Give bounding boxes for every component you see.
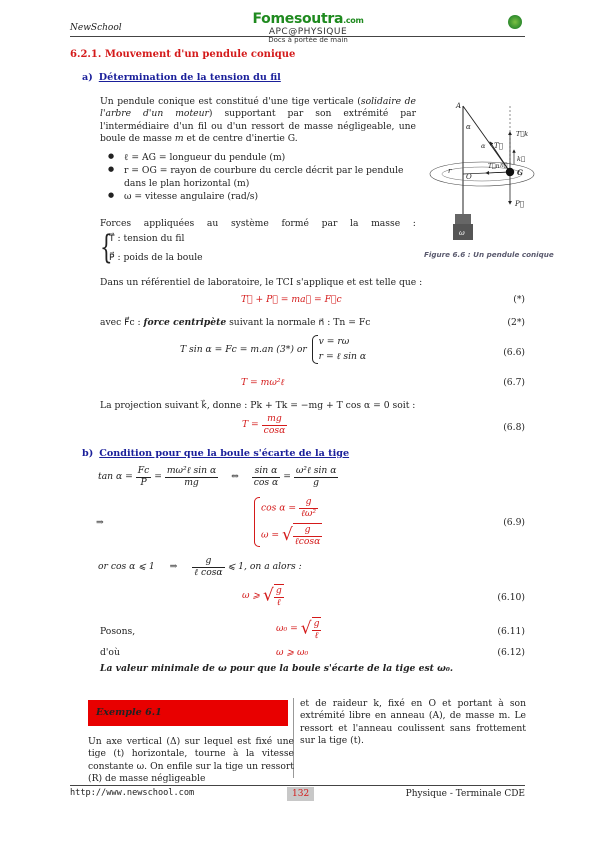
or-b: ⩽ 1, on a alors : <box>227 560 302 572</box>
eq69-row1 <box>261 497 322 519</box>
eq68-fraction <box>262 414 288 436</box>
eq611-n: g <box>313 618 320 629</box>
equation-6-12-number: (6.12) <box>497 647 525 658</box>
forces-word: : <box>412 218 416 229</box>
tan-lhs: tan α = <box>98 470 133 482</box>
equation-6-7-number: (6.7) <box>503 377 525 388</box>
intro-text-3: et de centre d'inertie G. <box>183 133 298 145</box>
intro-text-1: Un pendule conique est constitué d'une tige verticale ( <box>100 96 361 107</box>
forces-word: la <box>350 218 359 229</box>
eq66-row1: v = rω <box>318 336 350 347</box>
or-d: ℓ cosα <box>194 566 223 578</box>
or-frac <box>192 556 224 578</box>
or-a: or cos α ⩽ 1 <box>98 560 155 572</box>
tan-f4n: ω²ℓ sin α <box>295 465 337 476</box>
eq69-r2-n: g <box>293 525 322 537</box>
label-r: r <box>448 167 452 175</box>
intro-mass-symbol: m <box>174 133 184 145</box>
eq69-r2-lhs: ω = <box>261 529 280 541</box>
eq66-system <box>310 335 366 364</box>
tci-text: Dans un référentiel de laboratoire, le TCI s'applique et est telle que : <box>100 277 423 288</box>
tan-f4d: g <box>313 476 320 488</box>
example-right-text: et de raideur k, fixé en O et portant à son extrémité libre en anneau (A), de masse m. Le ressort et l'anneau coulissent sans frottement sur la tige (t). <box>300 698 526 747</box>
eq611-sqrt: √ $\frac{g}{\text{ℓ}}$ <box>300 618 320 641</box>
intro-text-2: ) supportant par son extrémité par l'intermédiaire d'un fil ou d'un ressort de masse négligeable, une boule de masse <box>100 108 416 145</box>
section-number: 6.2.1. <box>70 49 102 60</box>
equation-6-6 <box>180 335 366 364</box>
logo-sub-text: APC@PHYSIQUE <box>268 26 348 37</box>
subsection-a-label: a) <box>82 72 93 83</box>
label-Tk: T⃗k <box>516 130 529 138</box>
tan-frac-4 <box>294 466 339 488</box>
label-alpha-2: α <box>481 142 486 150</box>
brace-icon: { <box>100 227 113 266</box>
equation-6-11-number: (6.11) <box>497 626 525 637</box>
tan-frac-3 <box>252 466 281 488</box>
eq610-d: ℓ <box>276 596 281 608</box>
label-omega-motor: ω <box>459 229 465 237</box>
equation-star-number: (*) <box>513 294 525 305</box>
centripetal-bold: force centripète <box>143 317 227 328</box>
tan-f3n: sin α <box>252 466 281 478</box>
list-item: ● r = OG = rayon de courbure du cercle décrit par le pendule dans le plan horizontal (m) <box>100 165 416 190</box>
equation-star: T⃗ + P⃗ = ma⃗ = F⃗c <box>241 294 342 305</box>
centripetal-post: suivant la normale n⃗ : Tn = Fc <box>226 317 371 328</box>
or-cos-line <box>98 556 302 578</box>
page-number: 132 <box>287 787 314 801</box>
intro-paragraph <box>100 96 416 146</box>
eq68-num: mg <box>262 414 288 426</box>
equation-6-12: ω ⩾ ω₀ <box>276 647 309 658</box>
label-alpha-1: α <box>466 123 471 131</box>
eq69-r1-frac <box>299 497 318 519</box>
eq610-sqrt: √ $\frac{g}{\text{ℓ}}$ <box>263 585 282 608</box>
tan-f1n: Fc <box>137 465 150 476</box>
section-title-text: Mouvement d'un pendule conique <box>104 49 296 60</box>
eq68-den: cosα <box>263 424 286 436</box>
example-left-text: Un axe vertical (Δ) sur lequel est fixé une tige (t) horizontale, tourne à la vitesse constante ω. On enfile sur la tige un ressort (R) de masse négligeable <box>88 736 294 785</box>
section-title <box>70 48 295 62</box>
forces-word: formé <box>281 218 309 229</box>
tan-f2d: mg <box>184 476 199 488</box>
centripetal-pre: avec F⃗c : <box>100 317 144 328</box>
label-T: T⃗ <box>494 142 503 150</box>
footer-rule <box>70 785 525 786</box>
equation-6-9-number: (6.9) <box>503 517 525 528</box>
eq66-row2: r = ℓ sin α <box>318 350 367 362</box>
or-n: g <box>192 556 224 568</box>
subsection-b-title: Condition pour que la boule s'écarte de la tige <box>99 448 350 459</box>
intro-text-italic: solidaire de l'arbre d'un moteur <box>100 96 416 120</box>
fomesoutra-logo <box>238 10 378 45</box>
projection-line: La projection suivant k⃗, donne : Pk + Tk = −mg + T cos α = 0 soit : <box>100 400 416 411</box>
list-item: ● ω = vitesse angulaire (rad/s) <box>100 191 416 203</box>
equation-6-11 <box>276 617 321 641</box>
tan-eq: = <box>154 470 162 482</box>
equation-6-7: T = mω²ℓ <box>241 377 285 388</box>
forces-word: système <box>230 218 269 229</box>
tan-f2n: mω²ℓ sin α <box>166 465 217 476</box>
logo-tagline: Docs à portée de main <box>268 36 348 45</box>
dou-label: d'où <box>100 647 120 658</box>
force-weight-line: P⃗ : poids de la boule <box>109 252 203 263</box>
centripetal-line <box>100 317 370 329</box>
equation-6-10 <box>242 584 284 608</box>
label-G: G <box>517 168 523 177</box>
eq66-left: T sin α = Fc = m.an (3*) or <box>180 343 307 355</box>
conical-pendulum-figure <box>418 96 536 246</box>
header-rule <box>70 36 525 37</box>
eq611-lhs: ω₀ = <box>276 622 298 634</box>
logo-com-text: .com <box>343 16 364 25</box>
subsection-a-heading <box>82 72 281 85</box>
label-k: k⃗ <box>517 155 525 163</box>
eq69-arrow: ⇒ <box>96 517 104 528</box>
subsection-a-title: Détermination de la tension du fil <box>98 72 281 83</box>
forces-intro <box>100 218 416 230</box>
forces-word: Forces <box>100 218 132 229</box>
header-site-name: NewSchool <box>70 23 122 33</box>
equation-2star-number: (2*) <box>507 317 525 328</box>
ball-mass <box>506 168 514 176</box>
example-left-column <box>82 698 294 785</box>
eq69-r1-lhs: cos α = <box>261 502 297 514</box>
eq69-r1-n: g <box>299 497 318 509</box>
equation-6-10-number: (6.10) <box>497 592 525 603</box>
logo-main-text: Fomesoutra <box>252 11 344 27</box>
label-A: A <box>456 102 462 110</box>
equation-6-9 <box>252 497 322 547</box>
tan-f3d: cos α <box>253 476 279 488</box>
posons-label: Posons, <box>100 626 136 637</box>
label-P: P⃗ <box>515 200 524 208</box>
label-Tn: T⃗n <box>488 163 500 170</box>
equation-6-8-number: (6.8) <box>503 422 525 433</box>
tan-arrow: ⇔ <box>231 470 239 482</box>
list-item: ● ℓ = AG = longueur du pendule (m) <box>100 152 416 164</box>
force-tension-line: T⃗ : tension du fil <box>109 233 185 244</box>
or-arrow: ⇒ <box>169 560 178 572</box>
figure-caption: Figure 6.6 : Un pendule conique <box>424 250 554 259</box>
forces-word: par <box>321 218 338 229</box>
label-O: O <box>466 173 472 181</box>
eq69-sqrt: √ $\frac{g}{\text{ℓcosα}}$ <box>282 524 321 547</box>
footer-subject: Physique - Terminale CDE <box>405 789 525 799</box>
eq68-lhs: T = <box>242 418 259 430</box>
eq69-row2 <box>261 523 322 547</box>
subsection-b-label: b) <box>82 448 94 459</box>
equation-6-6-number: (6.6) <box>503 347 525 358</box>
tan-f1d: P <box>140 476 147 488</box>
newschool-badge-icon <box>508 15 522 29</box>
footer-url[interactable]: http://www.newschool.com <box>70 788 195 798</box>
forces-word: appliquées <box>143 218 195 229</box>
motor-shaft <box>455 214 471 224</box>
example-title-box: Exemple 6.1 <box>88 700 288 726</box>
forces-word: au <box>206 218 219 229</box>
eq611-d: ℓ <box>314 629 319 641</box>
forces-word: masse <box>371 218 401 229</box>
eq610-n: g <box>275 585 282 596</box>
eq69-system <box>252 497 322 547</box>
equation-6-8 <box>242 414 287 436</box>
tan-frac-1 <box>136 466 152 488</box>
eq69-r2-d: ℓcosα <box>294 535 321 547</box>
subsection-b-heading <box>82 448 349 461</box>
tan-eq2: = <box>283 470 291 482</box>
tan-frac-2 <box>165 466 218 488</box>
definitions-list <box>100 152 416 205</box>
eq610-lhs: ω ⩾ <box>242 589 261 601</box>
eq69-r1-d: ℓω² <box>301 507 317 519</box>
label-n: n⃗ <box>500 162 508 169</box>
tan-equation <box>98 466 338 488</box>
conclusion-text: La valeur minimale de ω pour que la boule s'écarte de la tige est ω₀. <box>100 663 454 674</box>
